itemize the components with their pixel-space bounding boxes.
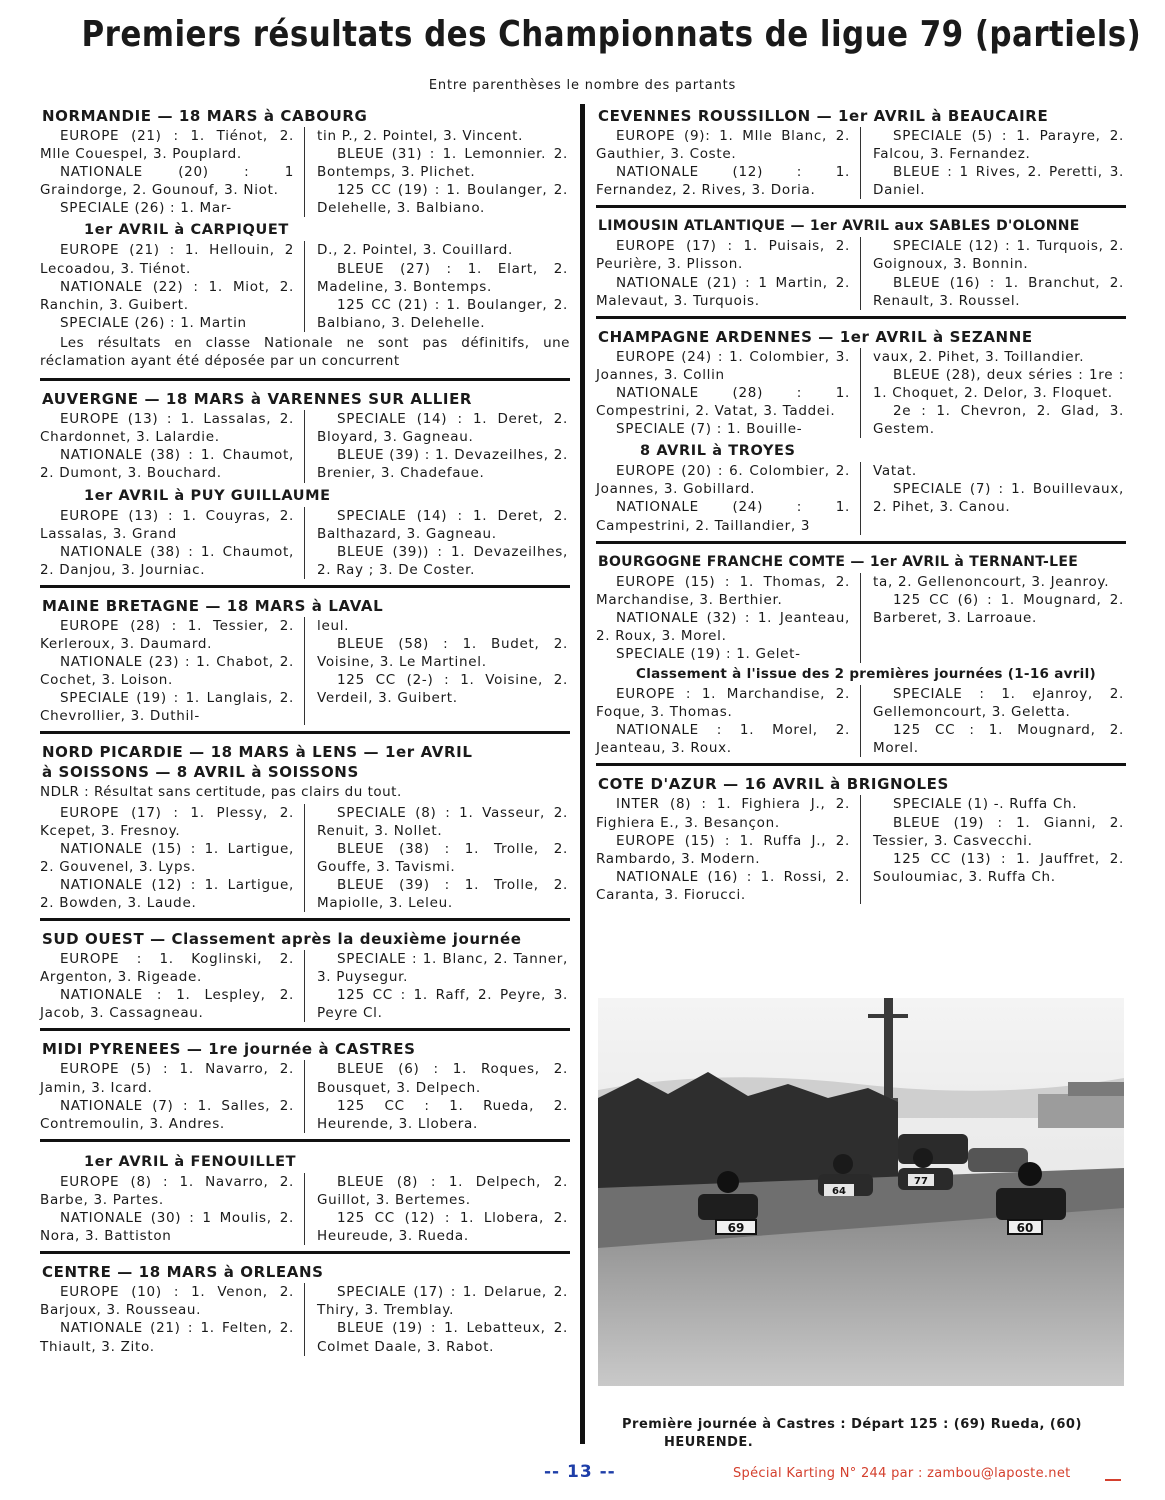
results-block [40, 950, 570, 1022]
result-line: tin P., 2. Pointel, 3. Vincent. [317, 128, 524, 144]
result-line: SPECIALE (7) : 1. Bouillevaux, 2. Pihet, 3. Canou. [873, 481, 1124, 516]
result-line: SPECIALE (17) : 1. Delarue, 2. Thiry, 3. Tremblay. [317, 1284, 568, 1319]
result-line: 125 CC (12) : 1. Llobera, 2. Heureude, 3. Rueda. [317, 1210, 568, 1245]
results-left [40, 1060, 304, 1132]
section-heading: SUD OUEST — Classement après la deuxième journée [42, 930, 522, 949]
results-left [40, 950, 304, 1022]
results-block [596, 573, 1126, 663]
result-line: 125 CC : 1. Raff, 2. Peyre, 3. Peyre Cl. [317, 987, 568, 1022]
result-line: NATIONALE (38) : 1. Chaumot, 2. Dumont, 3. Bouchard. [40, 447, 294, 482]
result-line: NATIONALE (23) : 1. Chabot, 2. Cochet, 3. Loison. [40, 654, 294, 689]
photo-illustration [598, 998, 1124, 1386]
results-block [40, 410, 570, 482]
results-block [40, 1060, 570, 1132]
result-line: NATIONALE (12) : 1. Lartigue, 2. Bowden, 3. Laude. [40, 876, 294, 911]
section-midi-pyrenees [40, 1037, 570, 1141]
photo-caption [622, 1416, 1122, 1452]
result-line: NATIONALE (32) : 1. Jeanteau, 2. Roux, 3. Morel. [596, 609, 850, 644]
result-line: EUROPE (28) : 1. Tessier, 2. Kerleroux, 3. Daumard. [40, 617, 294, 652]
results-right [304, 1060, 568, 1132]
results-block [40, 1173, 570, 1245]
result-line: D., 2. Pointel, 3. Couillard. [317, 242, 514, 259]
result-line: BLEUE (8) : 1. Delpech, 2. Guillot, 3. Bertemes. [317, 1173, 568, 1208]
results-right [304, 410, 568, 482]
results-left [40, 241, 304, 331]
column-divider [580, 104, 585, 1444]
result-line: INTER (8) : 1. Fighiera J., 2. Fighiera E., 3. Besançon. [596, 796, 850, 831]
result-line: EUROPE (5) : 1. Navarro, 2. Jamin, 3. Icard. [40, 1061, 294, 1096]
results-block [596, 462, 1126, 534]
results-block [40, 127, 570, 217]
right-column [596, 104, 1126, 916]
sub-heading: Classement à l'issue des 2 premières journées (1-16 avril) [636, 666, 1096, 683]
result-line: SPECIALE (26) : 1. Martin [60, 314, 247, 331]
results-right [860, 348, 1124, 438]
result-line: 125 CC (19) : 1. Boulanger, 2. Delehelle, 3. Balbiano. [317, 182, 568, 217]
result-line: NATIONALE (21) : 1. Felten, 2. Thiault, 3. Zito. [40, 1320, 294, 1355]
result-line: EUROPE (20) : 6. Colombier, 2. Joannes, 3. Gobillard. [596, 463, 850, 498]
result-line: BLEUE (19) : 1. Lebatteux, 2. Colmet Daale, 3. Rabot. [317, 1320, 568, 1355]
results-right [304, 241, 568, 331]
result-line: NATIONALE (22) : 1. Miot, 2. Ranchin, 3. Guibert. [40, 278, 294, 313]
results-left [596, 795, 860, 904]
section-heading: NORD PICARDIE — 18 MARS à LENS — 1er AVRIL [42, 743, 473, 762]
result-line: EUROPE (24) : 1. Colombier, 3. Joannes, 3. Collin [596, 348, 850, 383]
result-line: SPECIALE (5) : 1. Parayre, 2. Falcou, 3. Fernandez. [873, 128, 1124, 163]
page-title: Premiers résultats des Championnats de ligue 79 (partiels) [81, 14, 1142, 55]
result-line: NATIONALE (7) : 1. Salles, 2. Contremoulin, 3. Andres. [40, 1097, 294, 1132]
section-fenouillet [40, 1148, 570, 1254]
result-line: 2e : 1. Chevron, 2. Glad, 3. Gestem. [873, 403, 1124, 438]
results-left [596, 237, 860, 309]
results-right [304, 1173, 568, 1245]
results-right [304, 127, 568, 217]
results-left [40, 617, 304, 726]
section-note: Les résultats en classe Nationale ne sont pas définitifs, une réclamation ayant été déposée par un concurrent [40, 334, 570, 370]
result-line: BLEUE (39)) : 1. Devazeilhes, 2. Ray ; 3. De Coster. [317, 543, 568, 578]
results-block [40, 804, 570, 913]
result-line: EUROPE (17) : 1. Plessy, 2. Kcepet, 3. Fresnoy. [40, 804, 294, 839]
results-left [596, 462, 860, 534]
result-line: EUROPE (21) : 1. Hellouin, 2 Lecoadou, 3. Tiénot. [40, 242, 294, 277]
sub-heading: 1er AVRIL à CARPIQUET [84, 222, 289, 239]
page-number: -- 13 -- [544, 1462, 616, 1482]
result-line: SPECIALE (14) : 1. Deret, 2. Balthazard, 3. Gagneau. [317, 507, 568, 542]
result-line: SPECIALE (12) : 1. Turquois, 2. Goignoux, 3. Bonnin. [873, 238, 1124, 273]
results-left [596, 573, 860, 663]
section-heading: AUVERGNE — 18 MARS à VARENNES SUR ALLIER [42, 390, 473, 409]
left-column [40, 104, 570, 1368]
section-heading: COTE D'AZUR — 16 AVRIL à BRIGNOLES [598, 775, 949, 794]
section-maine-bretagne [40, 594, 570, 735]
result-line: BLEUE (58) : 1. Budet, 2. Voisine, 3. Le Martinel. [317, 635, 568, 671]
results-left [40, 1173, 304, 1245]
result-line: NATIONALE (16) : 1. Rossi, 2. Caranta, 3. Fiorucci. [596, 868, 850, 903]
section-bourgogne-franche-comte [596, 550, 1126, 767]
result-line: SPECIALE (19) : 1. Gelet- [616, 645, 801, 662]
footer-dash [1105, 1479, 1121, 1481]
section-note: NDLR : Résultat sans certitude, pas clairs du tout. [40, 784, 402, 801]
result-line: SPECIALE (8) : 1. Vasseur, 2. Renuit, 3. Nollet. [317, 804, 568, 839]
result-line: 125 CC : 1. Mougnard, 2. Morel. [873, 722, 1124, 757]
results-left [596, 348, 860, 438]
result-line: 125 CC (2-) : 1. Voisine, 2. Verdeil, 3. Guibert. [317, 672, 568, 707]
section-cevennes-roussillon [596, 104, 1126, 208]
footer-credit: Spécial Karting N° 244 par : zambou@laposte.net [733, 1466, 1071, 1481]
section-heading: MIDI PYRENEES — 1re journée à CASTRES [42, 1040, 416, 1059]
result-line: NATIONALE : 1. Lespley, 2. Jacob, 3. Cassagneau. [40, 987, 294, 1022]
results-block [596, 795, 1126, 904]
result-line: NATIONALE : 1. Morel, 2. Jeanteau, 3. Roux. [596, 722, 850, 757]
results-block [40, 241, 570, 331]
result-line: SPECIALE (14) : 1. Deret, 2. Bloyard, 3. Gagneau. [317, 411, 568, 446]
section-heading: LIMOUSIN ATLANTIQUE — 1er AVRIL aux SABLES D'OLONNE [598, 218, 1080, 235]
result-line: BLEUE (31) : 1. Lemonnier. 2. Bontemps, 3. Plichet. [317, 146, 568, 181]
section-nord-picardie [40, 740, 570, 921]
result-line: SPECIALE (26) : 1. Mar- [60, 200, 232, 217]
page-subtitle: Entre parenthèses le nombre des partants [428, 78, 737, 93]
result-line: EUROPE : 1. Koglinski, 2. Argenton, 3. Rigeade. [40, 951, 294, 986]
section-heading: NORMANDIE — 18 MARS à CABOURG [42, 107, 368, 125]
result-line: NATIONALE (21) : 1 Martin, 2. Malevaut, 3. Turquois. [596, 274, 850, 309]
results-right [304, 804, 568, 913]
results-block [40, 507, 570, 579]
result-line: NATIONALE (24) : 1. Campestrini, 2. Taillandier, 3 [596, 499, 850, 534]
result-line: NATIONALE (12) : 1. Fernandez, 2. Rives, 3. Doria. [596, 164, 850, 199]
result-line: EUROPE (8) : 1. Navarro, 2. Barbe, 3. Partes. [40, 1173, 294, 1208]
result-line: BLEUE (19) : 1. Gianni, 2. Tessier, 3. Casvecchi. [873, 814, 1124, 849]
result-line: 125 CC (13) : 1. Jauffret, 2. Souloumiac, 3. Ruffa Ch. [873, 850, 1124, 885]
kart-number: 69 [727, 1221, 745, 1235]
caption-line: Première journée à Castres : Départ 125 : (69) Rueda, (60) [622, 1417, 1082, 1432]
results-left [596, 685, 860, 757]
results-left [40, 804, 304, 913]
result-line: BLEUE : 1 Rives, 2. Peretti, 3. Daniel. [873, 164, 1124, 199]
section-heading: à SOISSONS — 8 AVRIL à SOISSONS [42, 763, 359, 782]
result-line: NATIONALE (20) : 1 Graindorge, 2. Gounouf, 3. Niot. [40, 164, 294, 199]
result-line: NATIONALE (28) : 1. Compestrini, 2. Vatat, 3. Taddei. [596, 384, 850, 420]
results-left [596, 127, 860, 199]
result-line: EUROPE (13) : 1. Lassalas, 2. Chardonnet, 3. Lalardie. [40, 411, 294, 446]
results-right [860, 462, 1124, 534]
result-line: NATIONALE (15) : 1. Lartigue, 2. Gouvenel, 3. Lyps. [40, 840, 294, 875]
result-line: 125 CC : 1. Rueda, 2. Heurende, 3. Llobera. [317, 1097, 568, 1132]
result-line: leul. [317, 617, 350, 634]
result-line: 125 CC (21) : 1. Boulanger, 2. Balbiano, 3. Delehelle. [317, 296, 568, 331]
kart-number: 64 [832, 1186, 846, 1197]
result-line: BLEUE (38) : 1. Trolle, 2. Gouffe, 3. Tavismi. [317, 840, 568, 875]
results-block [40, 1283, 570, 1355]
sub-heading: 1er AVRIL à FENOUILLET [84, 1153, 297, 1170]
result-line: SPECIALE (1) -. Ruffa Ch. [893, 796, 1078, 813]
race-photo [598, 998, 1124, 1386]
result-line: EUROPE (9): 1. Mlle Blanc, 2. Gauthier, 3. Coste. [596, 128, 850, 163]
result-line: 125 CC (6) : 1. Mougnard, 2. Barberet, 3. Larroaue. [873, 591, 1124, 626]
section-heading: CHAMPAGNE ARDENNES — 1er AVRIL à SEZANNE [598, 327, 1033, 346]
results-left [40, 1283, 304, 1355]
result-line: SPECIALE (19) : 1. Langlais, 2. Chevrollier, 3. Duthil- [40, 690, 294, 725]
result-line: EUROPE (15) : 1. Ruffa J., 2. Rambardo, 3. Modern. [596, 832, 850, 867]
section-heading: CENTRE — 18 MARS à ORLEANS [42, 1263, 324, 1282]
results-block [40, 617, 570, 726]
result-line: SPECIALE (7) : 1. Bouille- [616, 421, 803, 438]
sub-heading: 1er AVRIL à PUY GUILLAUME [84, 487, 331, 504]
section-normandie [40, 104, 570, 381]
result-line: EUROPE (10) : 1. Venon, 2. Barjoux, 3. Rousseau. [40, 1284, 294, 1319]
results-block [596, 685, 1126, 757]
result-line: BLEUE (28), deux séries : 1re : 1. Choquet, 2. Delor, 3. Floquet. [873, 366, 1124, 401]
section-sud-ouest [40, 927, 570, 1031]
section-heading: BOURGOGNE FRANCHE COMTE — 1er AVRIL à TERNANT-LEE [598, 553, 1079, 570]
result-line: Vatat. [873, 463, 917, 480]
result-line: vaux, 2. Pihet, 3. Toillandier. [873, 348, 1085, 365]
section-champagne-ardennes [596, 325, 1126, 544]
result-line: BLEUE (6) : 1. Roques, 2. Bousquet, 3. Delpech. [317, 1061, 568, 1096]
kart-number: 77 [914, 1176, 928, 1187]
result-line: BLEUE (39) : 1. Devazeilhes, 2. Brenier, 3. Chadefaue. [317, 447, 568, 482]
results-right [860, 237, 1124, 309]
results-right [304, 617, 568, 726]
results-block [596, 237, 1126, 309]
result-line: BLEUE (27) : 1. Elart, 2. Madeline, 3. Bontemps. [317, 260, 568, 295]
results-right [860, 685, 1124, 757]
section-auvergne [40, 387, 570, 588]
section-heading: CEVENNES ROUSSILLON — 1er AVRIL à BEAUCAIRE [598, 107, 1049, 125]
results-right [860, 573, 1124, 663]
results-left [40, 410, 304, 482]
result-line: SPECIALE : 1. Blanc, 2. Tanner, 3. Puysegur. [317, 951, 568, 986]
result-line: BLEUE (39) : 1. Trolle, 2. Mapiolle, 3. Leleu. [317, 876, 568, 911]
section-centre [40, 1260, 570, 1361]
results-block [596, 348, 1126, 438]
result-line: EUROPE (15) : 1. Thomas, 2. Marchandise, 3. Berthier. [596, 573, 850, 608]
results-right [304, 950, 568, 1022]
sub-heading: 8 AVRIL à TROYES [640, 443, 796, 460]
result-line: EUROPE (13) : 1. Couyras, 2. Lassalas, 3. Grand [40, 507, 294, 542]
section-heading: MAINE BRETAGNE — 18 MARS à LAVAL [42, 596, 384, 615]
result-line: EUROPE : 1. Marchandise, 2. Foque, 3. Thomas. [596, 686, 850, 721]
result-line: NATIONALE (38) : 1. Chaumot, 2. Danjou, 3. Journiac. [40, 543, 294, 578]
caption-line: HEURENDE. [664, 1435, 754, 1450]
results-right [860, 127, 1124, 199]
results-left [40, 507, 304, 579]
results-right [304, 1283, 568, 1355]
section-cote-azur [596, 772, 1126, 910]
result-line: EUROPE (17) : 1. Puisais, 2. Peurière, 3. Plisson. [596, 238, 850, 273]
result-line: EUROPE (21) : 1. Tiénot, 2. Mlle Couespel, 3. Pouplard. [40, 128, 294, 163]
result-line: ta, 2. Gellenoncourt, 3. Jeanroy. [873, 573, 1110, 590]
result-line: SPECIALE : 1. eJanroy, 2. Gellemoncourt, 3. Geletta. [873, 686, 1124, 721]
results-right [860, 795, 1124, 904]
result-line: BLEUE (16) : 1. Branchut, 2. Renault, 3. Roussel. [873, 274, 1124, 309]
result-line: NATIONALE (30) : 1 Moulis, 2. Nora, 3. Battiston [40, 1210, 294, 1245]
results-block [596, 127, 1126, 199]
kart-number: 60 [1016, 1221, 1034, 1235]
results-right [304, 507, 568, 579]
results-left [40, 127, 304, 217]
section-limousin-atlantique [596, 214, 1126, 318]
